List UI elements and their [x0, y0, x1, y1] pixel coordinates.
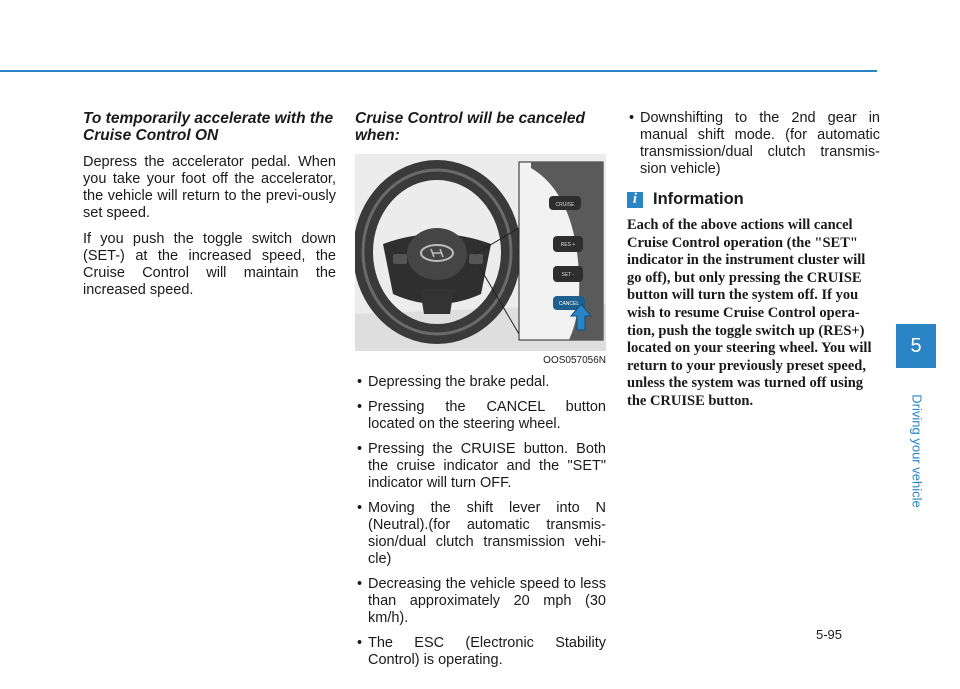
header-rule — [0, 70, 877, 72]
column-info — [627, 110, 880, 411]
svg-text:CRUISE: CRUISE — [555, 202, 575, 208]
paragraph-accelerate-2: If you push the toggle switch down (SET-) at the increased speed, the Cruise Control will maintain the increased speed. — [83, 231, 336, 298]
column-accelerate — [83, 110, 336, 308]
section-heading-cancel: Cruise Control will be canceled when: — [355, 110, 585, 144]
column-cancel — [355, 110, 606, 677]
list-item: • Pressing the CANCEL button located on the steering wheel. — [357, 399, 606, 432]
cancel-condition-list — [355, 374, 606, 669]
figure-code: OOS057056N — [543, 355, 606, 366]
chapter-label: Driving your vehicle — [909, 394, 925, 508]
list-item: • The ESC (Electronic Stability Control) is operating. — [357, 635, 606, 668]
steering-wheel-illustration — [355, 154, 606, 351]
list-item: • Depressing the brake pedal. — [357, 374, 550, 390]
list-item: • Downshifting to the 2nd gear in manual shift mode. (for automatic transmission/dual clutch transmis-sion vehicle) — [629, 110, 880, 177]
list-item: • Decreasing the vehicle speed to less than approximately 20 mph (30 km/h). — [357, 576, 606, 626]
downshift-list — [627, 110, 880, 178]
info-icon: i — [627, 192, 643, 208]
svg-text:RES +: RES + — [560, 242, 576, 248]
section-heading-accelerate: To temporarily accelerate with the Cruise Control ON — [83, 110, 334, 144]
page-number: 5-95 — [816, 627, 843, 642]
svg-text:CANCEL: CANCEL — [558, 301, 580, 307]
chapter-tab: 5 — [896, 324, 936, 368]
list-item: • Moving the shift lever into N (Neutral).(for automatic transmis-sion/dual clutch transmission vehi-cle) — [357, 500, 606, 567]
information-header — [627, 190, 880, 209]
information-title: Information — [653, 190, 744, 208]
paragraph-accelerate-1: Depress the accelerator pedal. When you take your foot off the accelerator, the vehicle will return to the previ-ously set speed. — [83, 154, 336, 221]
list-item: • Pressing the CRUISE button. Both the cruise indicator and the "SET" indicator will turn OFF. — [357, 441, 606, 491]
svg-text:SET -: SET - — [561, 272, 575, 278]
steering-wheel-figure — [355, 154, 606, 351]
information-text: Each of the above actions will cancel Cruise Control operation (the "SET" indicator in the instrument cluster will go off), but only pressing the CRUISE button will turn the system off. If you wish to resume Cruise Control opera-tion, push the toggle switch up (RES+) located on your steering wheel. You will return to your previously preset speed, unless the system was turned off using the CRUISE button. — [627, 217, 872, 409]
